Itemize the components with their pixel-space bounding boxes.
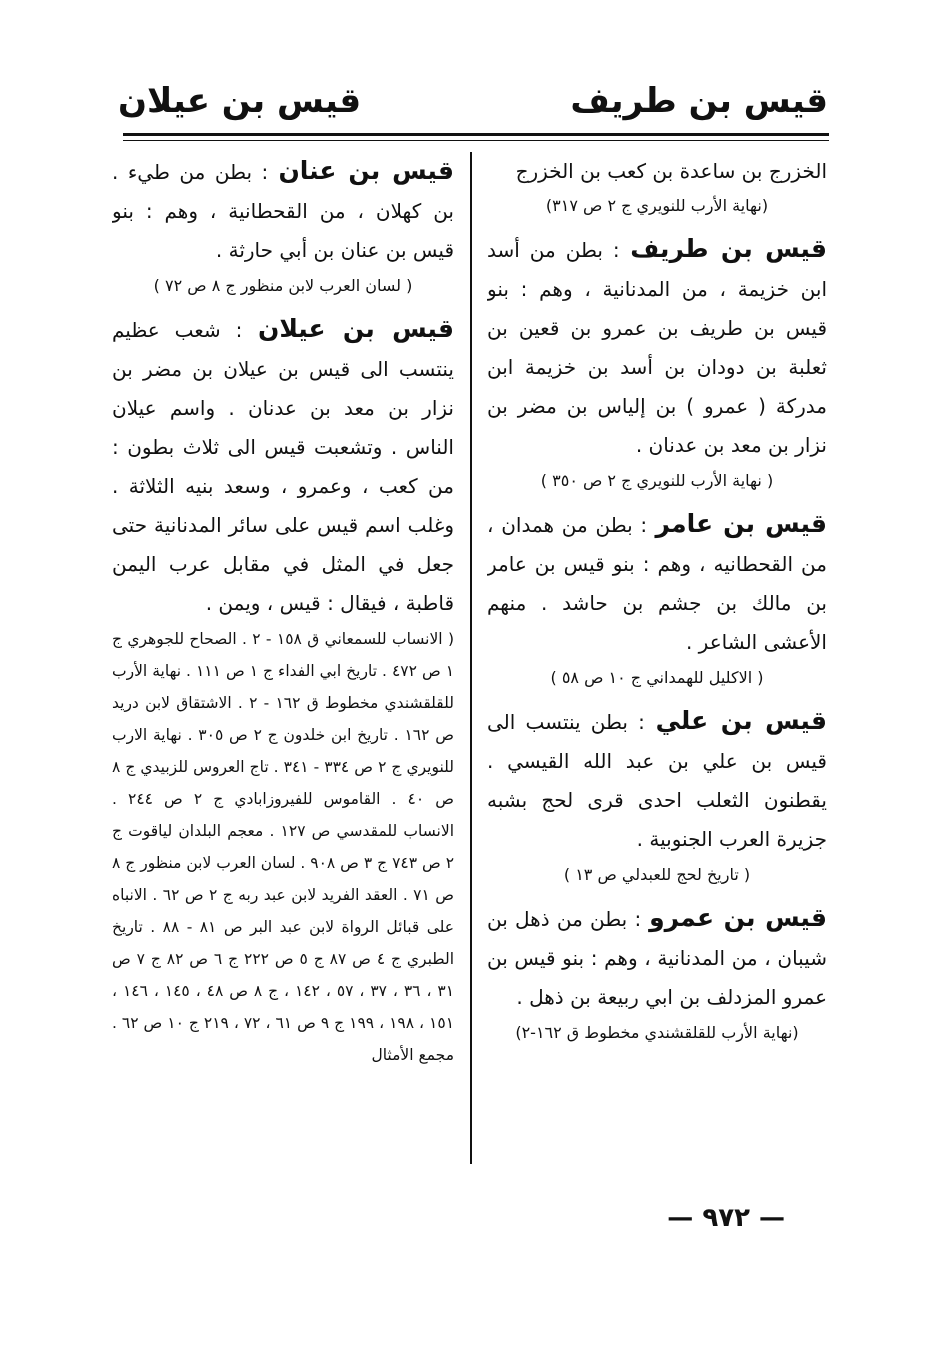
entry-source: (نهاية الأرب للقلقشندي مخطوط ق ١٦٢-٢) [515,1023,799,1042]
header-rule-thin [123,140,829,141]
entry-qays-bin-amr [487,899,827,1047]
entry-source: ( نهاية الأرب للنويري ج ٢ ص ٣٥٠ ) [540,471,774,490]
entry-text: : بطن من أسد ابن خزيمة ، من المدنانية ، وهم : بنو قيس بن طريف بن عمرو بن قعين بن ثعلبة بن دودان بن أسد بن خزيمة ابن مدركة ( عمرو ) بن إلياس بن مضر بن نزار بن معد بن عدنان . [487,238,827,457]
entry-body [112,310,454,623]
entry-title: قيس بن عمرو [649,903,827,932]
entry-source: ( تاريخ لحج للعبدلي ص ١٣ ) [563,865,751,884]
entry-qays-bin-anan [112,152,454,300]
entry-text: : بطن من ذهل بن شيبان ، من المدنانية ، وهم : بنو قيس بن عمرو المزدلف بن ابي ربيعة بن ذهل . [487,907,827,1009]
entry-title: قيس بن عيلان [257,314,454,343]
entry-qays-bin-tarif [487,230,827,495]
entry-text: : بطن من همدان ، من القحطانيه ، وهم : بنو قيس بن عامر بن مالك بن جشم بن حاشد . منهم الأعشى الشاعر . [487,513,827,654]
entry-source: ( الاكليل للهمداني ج ١٠ ص ٥٨ ) [550,668,764,687]
entry-text: : بطن ينتسب الى قيس بن علي بن عبد الله القيسي . يقطنون الثعلب احدى قرى لحج بشبه جزيرة العرب الجنوبية . [487,710,827,851]
entry-qays-bin-ali [487,702,827,889]
entry-body [487,702,827,859]
right-column [487,152,827,1172]
entry-qays-bin-aylan [112,310,454,1071]
entry-source: (نهاية الأرب للنويري ج ٢ ص ٣١٧) [545,196,769,215]
page-header [118,78,828,134]
entry-body [487,505,827,662]
entry-text: الخزرج بن ساعدة بن كعب بن الخزرج [515,159,827,183]
entry-continuation [487,152,827,220]
column-divider [470,152,472,1164]
entry-source: ( لسان العرب لابن منظور ج ٨ ص ٧٢ ) [153,276,413,295]
entry-body [487,899,827,1017]
entry-body [112,152,454,270]
entry-title: قيس بن عامر [655,509,827,538]
page-number: — ٩٧٢ — [667,1203,785,1233]
running-head-left: قيس بن عيلان [118,81,362,121]
left-column [112,152,454,1172]
entry-references: ( الانساب للسمعاني ق ١٥٨ - ٢ . الصحاح للجوهري ج ١ ص ٤٧٢ . تاريخ ابي الفداء ج ١ ص ١١١ . نهاية الأرب للقلقشندي مخطوط ق ١٦٢ - ٢ . الاشتقاق لابن دريد ص ١٦٢ . تاريخ ابن خلدون ج ٢ ص ٣٠٥ . نهاية الارب للنويري ج ٢ ص ٣٣٤ - ٣٤١ . تاج العروس للزبيدي ج ٨ ص ٤٠ . القاموس للفيروزابادي ج ٢ ص ٢٤٤ . الانساب للمقدسي ص ١٢٧ . معجم البلدان لياقوت ج ٢ ص ٧٤٣ ج ٣ ص ٩٠٨ . لسان العرب لابن منظور ج ٨ ص ٧١ . العقد الفريد لابن عبد ربه ج ٢ ص ٦٢ . الانباه على قبائل الرواة لابن عبد البر ص ٨١ - ٨٨ . تاريخ الطبري ج ٤ ص ٨٧ ج ٥ ص ٢٢٢ ج ٦ ص ٨٢ ج ٧ ص ٣١ ، ٣٦ ، ٣٧ ، ٥٧ ، ١٤٢ ، ج ٨ ص ٤٨ ، ١٤٥ ، ١٤٦ ، ١٥١ ، ١٩٨ ، ١٩٩ ج ٩ ص ٦١ ، ٧٢ ، ٢١٩ ج ١٠ ص ٦٢ . مجمع الأمثال [112,630,454,1064]
entry-title: قيس بن عنان [278,156,454,185]
entry-title: قيس بن علي [655,706,827,735]
entry-qays-bin-amir [487,505,827,692]
entry-body [487,230,827,465]
entry-text: : شعب عظيم ينتسب الى قيس بن عيلان بن مضر بن نزار بن معد بن عدنان . واسم عيلان الناس . وتشعبت قيس الى ثلاث بطون : من كعب ، وعمرو ، وسعد بنيه الثلاثة . وغلب اسم قيس على سائر المدنانية حتى جعل في المثل في مقابل عرب اليمن قاطبة ، فيقال : قيس ، ويمن . [112,318,454,615]
header-rule-thick [123,133,829,136]
entry-title: قيس بن طريف [630,234,827,263]
entry-text: : بطن من طيء . بن كهلان ، من القحطانية ، وهم : بنو قيس بن عنان بن أبي حارثة . [112,160,454,262]
running-head-right: قيس بن طريف [570,81,828,121]
